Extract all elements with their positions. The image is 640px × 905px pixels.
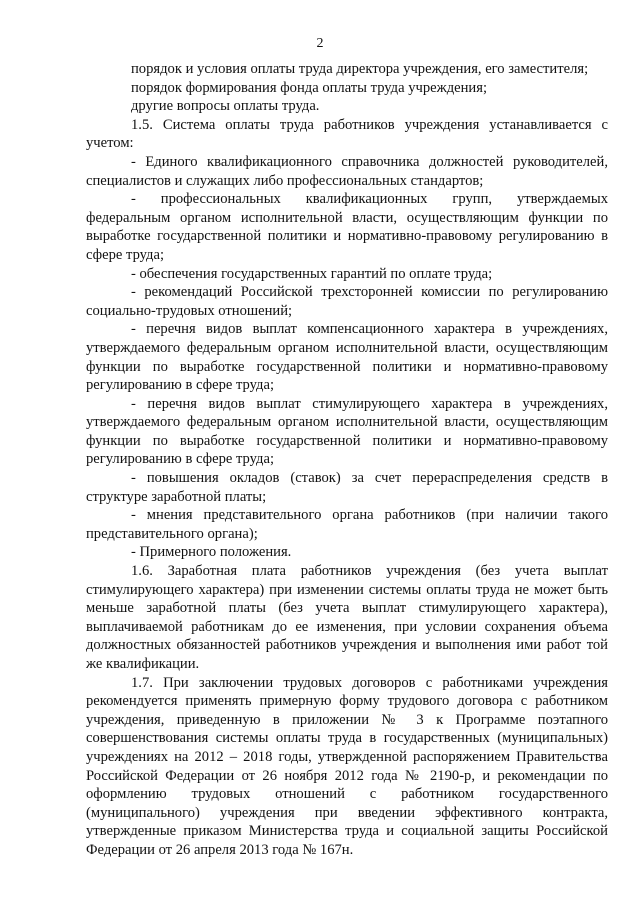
paragraph: - Примерного положения. [131,544,292,561]
page-number: 2 [316,36,324,51]
paragraph: - повышения окладов (ставок) за счет перераспределения средств в структуре заработной платы; [86,470,608,505]
paragraph: - Единого квалификационного справочника должностей руководителей, специалистов и служащих либо профессиональных стандартов; [86,153,608,189]
paragraph: - мнения представительного органа работников (при наличии такого представительного органа); [86,507,608,542]
paragraph: - обеспечения государственных гарантий по оплате труда; [131,265,493,282]
paragraph: - перечня видов выплат стимулирующего характера в учреждениях, утверждаемого федеральным органом исполнительной власти, осуществляющим функции по выработке государственной политики и нормативно-правовому регулированию в сфере труда; [86,395,608,468]
paragraph: порядок и условия оплаты труда директора учреждения, его заместителя; [131,61,589,77]
paragraph: - профессиональных квалификационных групп, утверждаемых федеральным органом исполнительной власти, осуществляющим функции по выработке государственной политики и нормативно-правовому регулированию в сфере труда; [86,191,608,263]
document-body [86,60,608,860]
paragraph: 1.5. Система оплаты труда работников учреждения устанавливается с учетом: [86,116,608,152]
paragraph: порядок формирования фонда оплаты труда учреждения; [131,79,488,96]
paragraph: 1.7. При заключении трудовых договоров с работниками учреждения рекомендуется применять примерную форму трудового договора с работником учреждения, приведенную в приложении № 3 к Программе поэтапного совершенствования системы оплаты труда в государственных (муниципальных) учреждениях на 2012 – 2018 годы, утвержденной распоряжением Правительства Российской Федерации от 26 ноября 2012 года № 2190-р, и рекомендации по оформлению трудовых отношений с работником государственного (муниципального) учреждения при введении эффективного контракта, утвержденные приказом Министерства труда и социальной защиты Российской Федерации от 26 апреля 2013 года № 167н. [86,674,608,858]
paragraph: - перечня видов выплат компенсационного характера в учреждениях, утверждаемого федеральным органом исполнительной власти, осуществляющим функции по выработке государственной политики и нормативно-правовому регулированию в сфере труда; [86,321,608,394]
paragraph: 1.6. Заработная плата работников учреждения (без учета выплат стимулирующего характера) при изменении системы оплаты труда не может быть меньше заработной платы (без учета выплат стимулирующего характера), выплачиваемой работникам до ее изменения, при условии сохранения объема должностных обязанностей работников учреждения и выполнения ими работ той же квалификации. [86,563,608,672]
paragraph: другие вопросы оплаты труда. [131,98,320,115]
paragraph: - рекомендаций Российской трехсторонней комиссии по регулированию социально-трудовых отношений; [86,284,608,319]
